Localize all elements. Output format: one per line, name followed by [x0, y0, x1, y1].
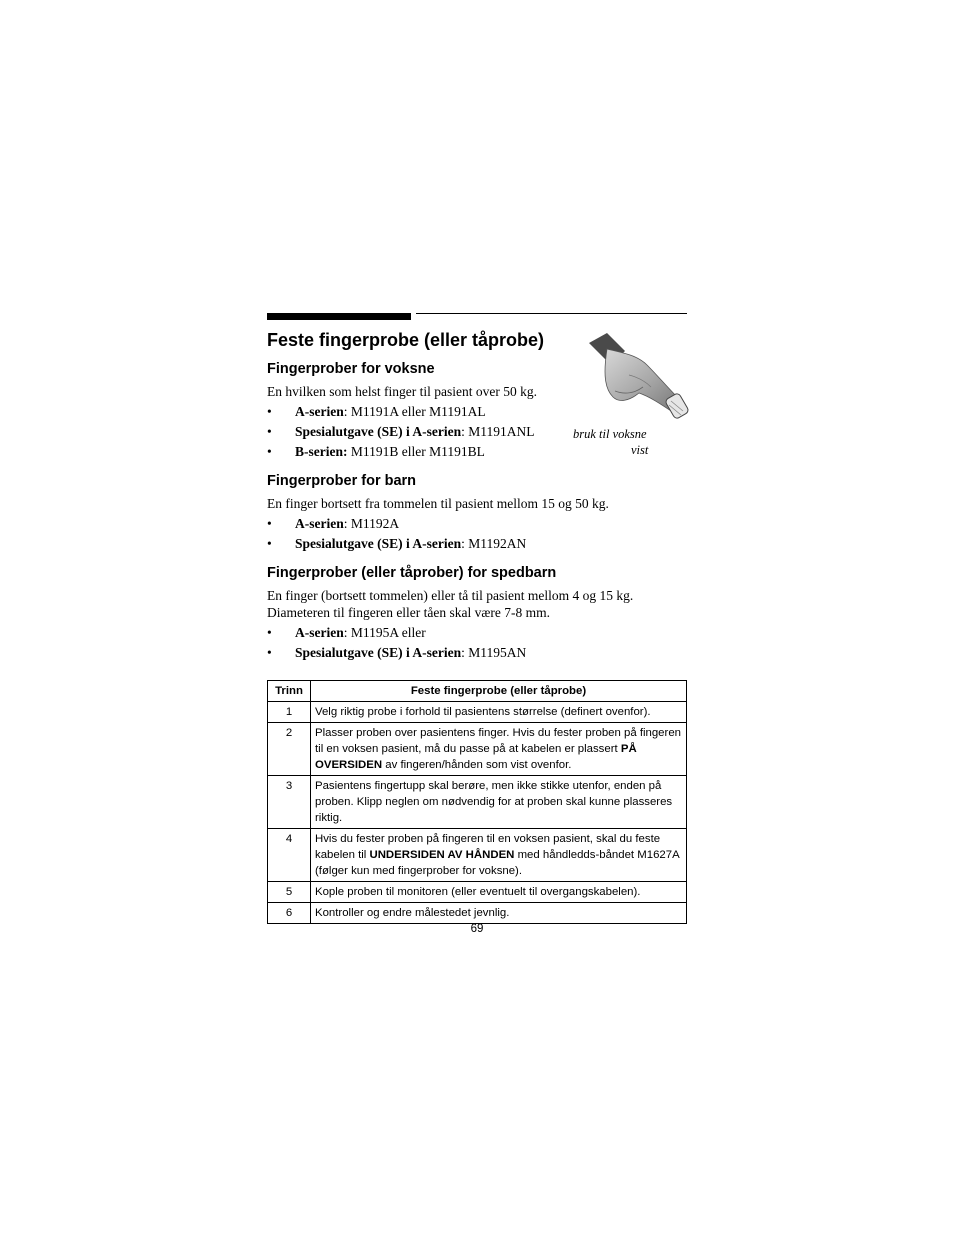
table-row — [268, 829, 687, 882]
page-number: 69 — [470, 923, 484, 935]
step-text: Plasser proben over pasientens finger. Hvis du fester proben på fingeren til en voksen pasient, må du passe på at kabelen er plassert PÅ OVERSIDEN av fingeren/hånden som vist ovenfor. — [311, 723, 687, 776]
table-row — [268, 702, 687, 723]
step-number: 6 — [268, 903, 311, 924]
table-row — [268, 723, 687, 776]
table-row — [268, 903, 687, 924]
infant-heading: Fingerprober (eller tåprober) for spedbarn — [267, 565, 557, 581]
adult-heading: Fingerprober for voksne — [267, 361, 435, 377]
list-item: • A-serien: M1195A eller — [267, 625, 426, 640]
infant-intro-line2: Diameteren til fingeren eller tåen skal være 7-8 mm. — [267, 605, 551, 620]
step-number: 1 — [268, 702, 311, 723]
figure-caption — [573, 426, 693, 458]
step-number: 4 — [268, 829, 311, 882]
hand-probe-illustration — [585, 331, 689, 429]
step-text: Kontroller og endre målestedet jevnlig. — [311, 903, 687, 924]
table-row — [268, 882, 687, 903]
header-rule-thin — [416, 313, 687, 314]
list-item: • Spesialutgave (SE) i A-serien: M1192AN — [267, 536, 527, 551]
child-heading: Fingerprober for barn — [267, 473, 417, 489]
steps-table — [267, 680, 687, 924]
step-text: Kople proben til monitoren (eller eventuelt til overgangskabelen). — [311, 882, 687, 903]
step-number: 5 — [268, 882, 311, 903]
table-header-row — [268, 681, 687, 702]
list-item: • B-serien: M1191B eller M1191BL — [267, 444, 485, 459]
list-item: • Spesialutgave (SE) i A-serien: M1191ANL — [267, 424, 535, 439]
step-number: 2 — [268, 723, 311, 776]
table-row — [268, 776, 687, 829]
column-header-title: Feste fingerprobe (eller tåprobe) — [311, 681, 687, 702]
figure-caption-line1: bruk til voksne — [573, 427, 647, 441]
step-number: 3 — [268, 776, 311, 829]
adult-intro: En hvilken som helst finger til pasient over 50 kg. — [267, 384, 537, 399]
step-text: Velg riktig probe i forhold til pasientens størrelse (definert ovenfor). — [311, 702, 687, 723]
child-intro: En finger bortsett fra tommelen til pasient mellom 15 og 50 kg. — [267, 496, 609, 511]
header-rule-thick — [267, 313, 411, 320]
list-item: • A-serien: M1191A eller M1191AL — [267, 404, 486, 419]
step-text: Pasientens fingertupp skal berøre, men ikke stikke utenfor, enden på proben. Klipp neglen om nødvendig for at proben skal kunne plasseres riktig. — [311, 776, 687, 829]
step-text: Hvis du fester proben på fingeren til en voksen pasient, skal du feste kabelen til UNDERSIDEN AV HÅNDEN med håndledds-båndet M1627A (følger kun med fingerprober for voksne). — [311, 829, 687, 882]
infant-intro-line1: En finger (bortsett tommelen) eller tå til pasient mellom 4 og 15 kg. — [267, 588, 634, 603]
list-item: • A-serien: M1192A — [267, 516, 400, 531]
section-title: Feste fingerprobe (eller tåprobe) — [267, 330, 545, 350]
figure-caption-line2: vist — [631, 443, 649, 457]
list-item: • Spesialutgave (SE) i A-serien: M1195AN — [267, 645, 527, 660]
column-header-step: Trinn — [268, 681, 311, 702]
